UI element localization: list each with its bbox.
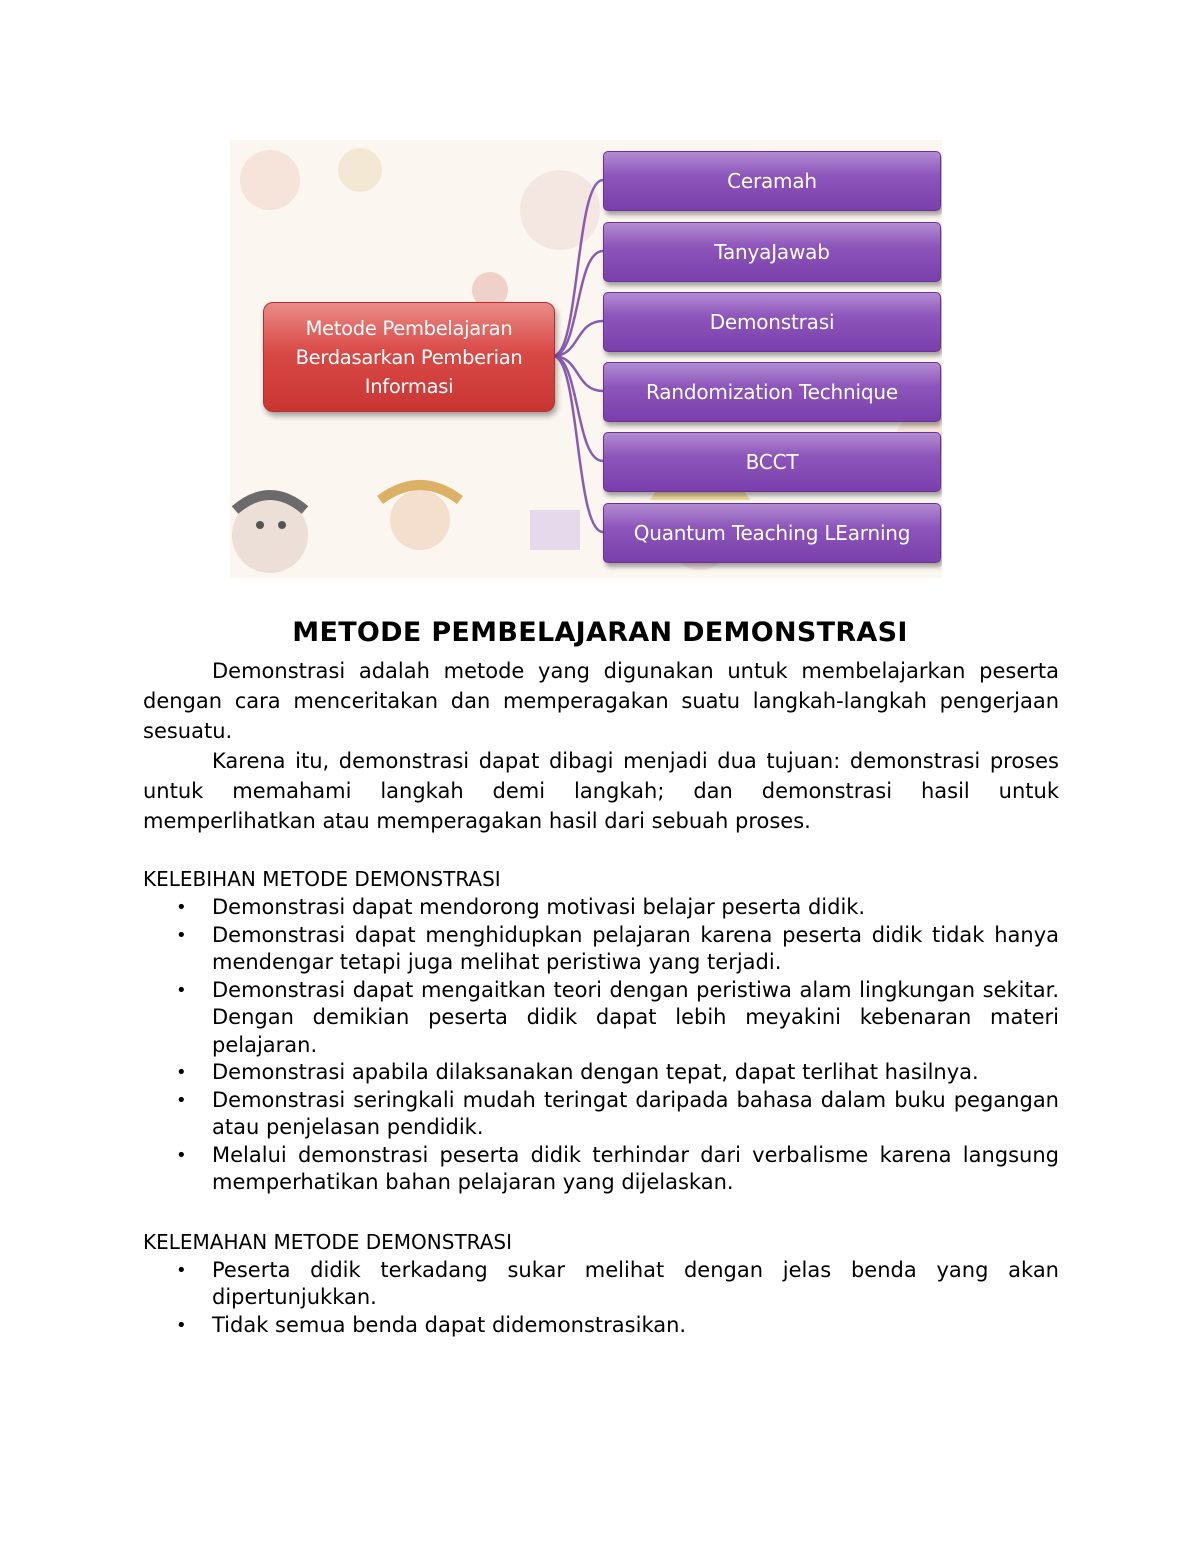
center-node bbox=[263, 302, 555, 412]
list-item bbox=[143, 1142, 1059, 1197]
list-item bbox=[143, 1312, 1059, 1340]
list-item bbox=[143, 1059, 1059, 1087]
center-node-line: Metode Pembelajaran bbox=[305, 316, 513, 340]
section-heading-kelemahan: KELEMAHAN METODE DEMONSTRASI bbox=[143, 1229, 513, 1254]
list-item-text: Peserta didik terkadang sukar melihat dengan jelas benda yang akan dipertunjukkan. bbox=[212, 1257, 1059, 1309]
list-item bbox=[143, 894, 1059, 922]
list-item-text: Demonstrasi dapat menghidupkan pelajaran karena peserta didik tidak hanya mendengar tetapi juga melihat peristiwa yang terjadi. bbox=[212, 922, 1059, 974]
bullet: • bbox=[176, 1314, 187, 1336]
list-item-text: Demonstrasi apabila dilaksanakan dengan tepat, dapat terlihat hasilnya. bbox=[212, 1060, 979, 1084]
mind-map-diagram bbox=[230, 140, 942, 578]
page-title: METODE PEMBELAJARAN DEMONSTRASI bbox=[292, 617, 908, 648]
list-item-text: Melalui demonstrasi peserta didik terhindar dari verbalisme karena langsung memperhatikan bahan pelajaran yang dijelaskan. bbox=[212, 1142, 1059, 1194]
list-item bbox=[143, 1087, 1059, 1142]
center-node-line: Informasi bbox=[364, 374, 454, 398]
kelebihan-list bbox=[143, 894, 1059, 1197]
branch-node-ceramah: Ceramah bbox=[603, 151, 941, 211]
bullet: • bbox=[176, 1062, 187, 1083]
bullet: • bbox=[176, 1144, 187, 1166]
bullet: • bbox=[176, 924, 187, 946]
list-item bbox=[143, 977, 1059, 1060]
list-item bbox=[143, 922, 1059, 977]
branch-node-quantum: Quantum Teaching LEarning bbox=[603, 503, 941, 563]
paragraph: Karena itu, demonstrasi dapat dibagi menjadi dua tujuan: demonstrasi proses untuk memahami langkah demi langkah; dan demonstrasi hasil untuk memperlihatkan atau memperagakan hasil dari sebuah proses. bbox=[143, 749, 1059, 833]
bullet: • bbox=[176, 897, 187, 918]
list-item bbox=[143, 1257, 1059, 1312]
document-body bbox=[143, 656, 1059, 1369]
kelemahan-list bbox=[143, 1257, 1059, 1340]
branch-node-randomization: Randomization Technique bbox=[603, 362, 941, 422]
list-item-text: Demonstrasi dapat mendorong motivasi belajar peserta didik. bbox=[212, 895, 866, 919]
branch-node-demonstrasi: Demonstrasi bbox=[603, 292, 941, 352]
center-node-line: Berdasarkan Pemberian bbox=[295, 345, 523, 369]
bullet: • bbox=[176, 979, 187, 1001]
branch-node-tanyajawab: TanyaJawab bbox=[603, 222, 941, 282]
section-heading-kelebihan: KELEBIHAN METODE DEMONSTRASI bbox=[143, 867, 501, 891]
branch-node-bcct: BCCT bbox=[603, 432, 941, 492]
list-item-text: Tidak semua benda dapat didemonstrasikan. bbox=[212, 1312, 687, 1337]
bullet: • bbox=[176, 1089, 187, 1111]
list-item-text: Demonstrasi dapat mengaitkan teori dengan peristiwa alam lingkungan sekitar. Dengan demikian peserta didik dapat lebih meyakini kebenaran materi pelajaran. bbox=[212, 977, 1059, 1057]
list-item-text: Demonstrasi seringkali mudah teringat daripada bahasa dalam buku pegangan atau penjelasan pendidik. bbox=[212, 1087, 1059, 1139]
paragraph: Demonstrasi adalah metode yang digunakan untuk membelajarkan peserta dengan cara menceritakan dan memperagakan suatu langkah-langkah pengerjaan sesuatu. bbox=[143, 659, 1059, 743]
bullet: • bbox=[176, 1259, 187, 1281]
